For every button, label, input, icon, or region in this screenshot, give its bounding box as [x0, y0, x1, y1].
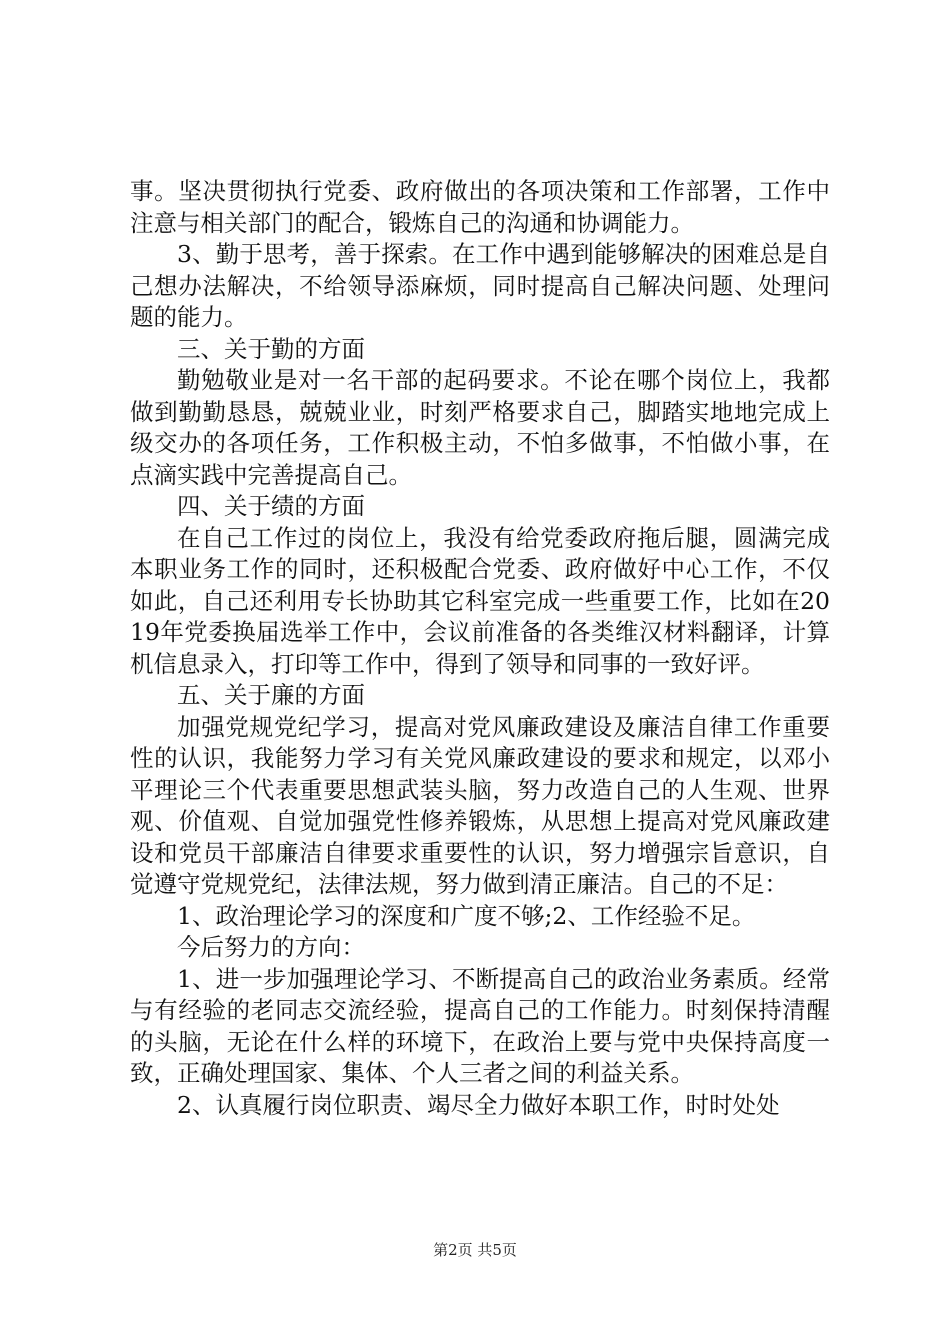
- paragraph-future-item-1: 1、进一步加强理论学习、不断提高自己的政治业务素质。经常与有经验的老同志交流经验，提高自己的工作能力。时刻保持清醒的头脑，无论在什么样的环境下，在政治上要与党中央保持高度一致，正确处理国家、集体、个人三者之间的利益关系。: [130, 964, 830, 1087]
- paragraph-integrity: 加强党规党纪学习，提高对党风廉政建设及廉洁自律工作重要性的认识，我能努力学习有关党风廉政建设的要求和规定，以邓小平理论三个代表重要思想武装头脑，努力改造自己的人生观、世界观、价值观、自觉加强党性修养锻炼，从思想上提高对党风廉政建设和党员干部廉洁自律要求重要性的认识，努力增强宗旨意识，自觉遵守党规党纪，法律法规，努力做到清正廉洁。自己的不足：: [130, 712, 830, 898]
- paragraph-shortcomings: 1、政治理论学习的深度和广度不够;2、工作经验不足。: [177, 901, 756, 930]
- section-heading-diligence: 三、关于勤的方面: [177, 334, 365, 363]
- page-number-footer: 第2页 共5页: [433, 1241, 517, 1259]
- paragraph-future-direction: 今后努力的方向：: [177, 933, 365, 961]
- paragraph-performance: 在自己工作过的岗位上，我没有给党委政府拖后腿，圆满完成本职业务工作的同时，还积极配合党委、政府做好中心工作，不仅如此，自己还利用专长协助其它科室完成一些重要工作，比如在2019年党委换届选举工作中，会议前准备的各类维汉材料翻译，计算机信息录入，打印等工作中，得到了领导和同事的一致好评。: [130, 523, 830, 678]
- section-heading-performance: 四、关于绩的方面: [177, 492, 365, 520]
- document-body: [130, 176, 830, 1121]
- paragraph-thinking: 3、勤于思考，善于探索。在工作中遇到能够解决的困难总是自己想办法解决，不给领导添麻烦，同时提高自己解决问题、处理问题的能力。: [130, 240, 830, 331]
- paragraph-continuation: 事。坚决贯彻执行党委、政府做出的各项决策和工作部署，工作中注意与相关部门的配合，锻炼自己的沟通和协调能力。: [130, 177, 830, 237]
- paragraph-future-item-2: 2、认真履行岗位职责、竭尽全力做好本职工作，时时处处: [177, 1090, 780, 1119]
- section-heading-integrity: 五、关于廉的方面: [177, 681, 365, 709]
- paragraph-diligence: 勤勉敬业是对一名干部的起码要求。不论在哪个岗位上，我都做到勤勤恳恳，兢兢业业，时刻严格要求自己，脚踏实地地完成上级交办的各项任务，工作积极主动，不怕多做事，不怕做小事，在点滴实践中完善提高自己。: [130, 366, 830, 489]
